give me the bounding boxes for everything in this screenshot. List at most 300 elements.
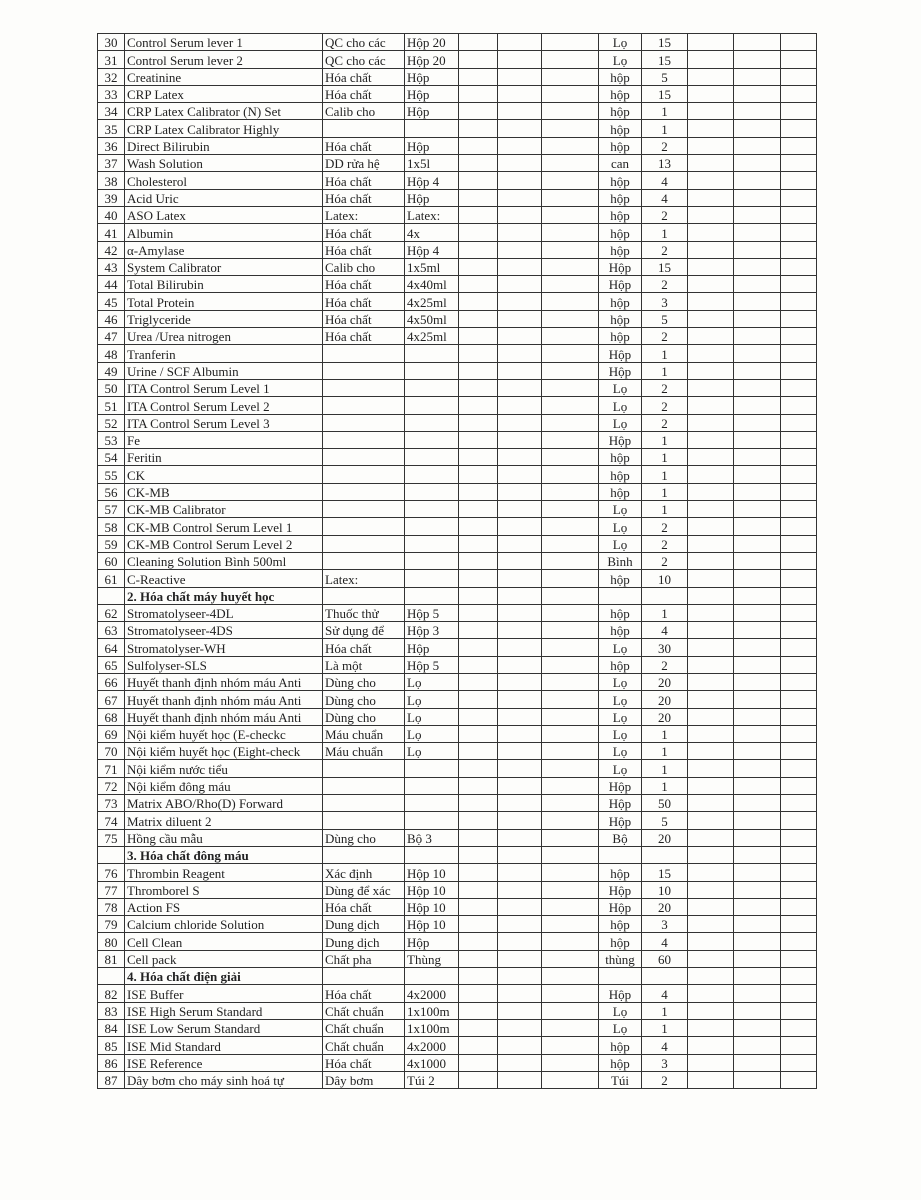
empty-cell: [781, 691, 817, 708]
item-packaging: [405, 362, 459, 379]
empty-cell: [781, 34, 817, 51]
item-name: 2. Hóa chất máy huyết học: [125, 587, 323, 604]
empty-cell: [688, 933, 734, 950]
empty-cell: [542, 622, 599, 639]
empty-cell: [734, 483, 781, 500]
empty-cell: [688, 864, 734, 881]
empty-cell: [542, 51, 599, 68]
empty-cell: [542, 812, 599, 829]
item-packaging: [405, 535, 459, 552]
item-unit: hộp: [599, 224, 642, 241]
empty-cell: [688, 379, 734, 396]
empty-cell: [734, 328, 781, 345]
item-quantity: 2: [642, 414, 688, 431]
empty-cell: [781, 85, 817, 102]
empty-cell: [459, 881, 498, 898]
empty-cell: [542, 950, 599, 967]
empty-cell: [542, 397, 599, 414]
empty-cell: [542, 345, 599, 362]
table-row: [98, 345, 817, 362]
empty-cell: [459, 691, 498, 708]
item-name: Direct Bilirubin: [125, 137, 323, 154]
empty-cell: [459, 362, 498, 379]
item-packaging: 4x40ml: [405, 276, 459, 293]
item-unit: hộp: [599, 172, 642, 189]
empty-cell: [734, 224, 781, 241]
item-packaging: Hộp: [405, 85, 459, 102]
table-row: [98, 622, 817, 639]
empty-cell: [542, 985, 599, 1002]
item-packaging: 1x100m: [405, 1019, 459, 1036]
item-description: Hóa chất: [323, 137, 405, 154]
item-packaging: [405, 968, 459, 985]
item-name: Huyết thanh định nhóm máu Anti: [125, 691, 323, 708]
empty-cell: [542, 466, 599, 483]
item-name: ITA Control Serum Level 1: [125, 379, 323, 396]
empty-cell: [459, 829, 498, 846]
empty-cell: [498, 1019, 542, 1036]
empty-cell: [542, 760, 599, 777]
empty-cell: [688, 1037, 734, 1054]
empty-cell: [542, 362, 599, 379]
empty-cell: [781, 431, 817, 448]
item-description: Hóa chất: [323, 328, 405, 345]
empty-cell: [498, 449, 542, 466]
empty-cell: [688, 1054, 734, 1071]
item-description: Hóa chất: [323, 172, 405, 189]
row-number: 46: [98, 310, 125, 327]
item-name: Control Serum lever 1: [125, 34, 323, 51]
item-description: [323, 846, 405, 863]
empty-cell: [781, 552, 817, 569]
empty-cell: [542, 155, 599, 172]
item-quantity: 1: [642, 1002, 688, 1019]
item-name: Nội kiểm huyết học (Eight-check: [125, 743, 323, 760]
empty-cell: [781, 898, 817, 915]
item-unit: hộp: [599, 103, 642, 120]
item-packaging: Hộp: [405, 103, 459, 120]
table-row: [98, 258, 817, 275]
item-packaging: [405, 449, 459, 466]
empty-cell: [734, 812, 781, 829]
item-quantity: 1: [642, 103, 688, 120]
table-row: [98, 189, 817, 206]
empty-cell: [542, 656, 599, 673]
empty-cell: [688, 916, 734, 933]
item-name: ISE Low Serum Standard: [125, 1019, 323, 1036]
item-quantity: 1: [642, 743, 688, 760]
item-name: ASO Latex: [125, 206, 323, 223]
empty-cell: [498, 276, 542, 293]
empty-cell: [542, 414, 599, 431]
item-quantity: 1: [642, 760, 688, 777]
empty-cell: [498, 691, 542, 708]
empty-cell: [459, 552, 498, 569]
item-description: [323, 777, 405, 794]
item-packaging: 4x: [405, 224, 459, 241]
item-packaging: Lọ: [405, 673, 459, 690]
empty-cell: [542, 137, 599, 154]
empty-cell: [542, 293, 599, 310]
item-description: Dùng cho: [323, 691, 405, 708]
empty-cell: [498, 51, 542, 68]
empty-cell: [688, 397, 734, 414]
empty-cell: [542, 743, 599, 760]
empty-cell: [734, 570, 781, 587]
row-number: 72: [98, 777, 125, 794]
empty-cell: [498, 397, 542, 414]
item-packaging: [405, 552, 459, 569]
item-unit: hộp: [599, 466, 642, 483]
empty-cell: [459, 777, 498, 794]
empty-cell: [542, 328, 599, 345]
item-packaging: [405, 483, 459, 500]
empty-cell: [688, 345, 734, 362]
empty-cell: [734, 431, 781, 448]
table-row: [98, 535, 817, 552]
item-quantity: 10: [642, 881, 688, 898]
empty-cell: [781, 950, 817, 967]
empty-cell: [688, 673, 734, 690]
empty-cell: [781, 916, 817, 933]
row-number: 33: [98, 85, 125, 102]
empty-cell: [498, 103, 542, 120]
empty-cell: [688, 604, 734, 621]
empty-cell: [781, 276, 817, 293]
row-number: 67: [98, 691, 125, 708]
item-packaging: 4x2000: [405, 1037, 459, 1054]
item-unit: [599, 968, 642, 985]
empty-cell: [542, 933, 599, 950]
empty-cell: [542, 276, 599, 293]
empty-cell: [734, 103, 781, 120]
item-name: CRP Latex Calibrator (N) Set: [125, 103, 323, 120]
empty-cell: [734, 864, 781, 881]
item-description: [323, 795, 405, 812]
item-unit: Hộp: [599, 881, 642, 898]
item-unit: Hộp: [599, 345, 642, 362]
row-number: 56: [98, 483, 125, 500]
item-description: Dùng để xác: [323, 881, 405, 898]
item-quantity: 1: [642, 1019, 688, 1036]
empty-cell: [781, 362, 817, 379]
item-unit: Hộp: [599, 812, 642, 829]
row-number: [98, 846, 125, 863]
empty-cell: [734, 673, 781, 690]
item-packaging: Hộp: [405, 639, 459, 656]
item-unit: Hộp: [599, 777, 642, 794]
empty-cell: [498, 777, 542, 794]
empty-cell: [734, 725, 781, 742]
empty-cell: [459, 310, 498, 327]
empty-cell: [781, 103, 817, 120]
empty-cell: [734, 933, 781, 950]
item-name: Total Bilirubin: [125, 276, 323, 293]
item-quantity: 50: [642, 795, 688, 812]
table-row: [98, 1019, 817, 1036]
item-quantity: 2: [642, 137, 688, 154]
empty-cell: [498, 950, 542, 967]
empty-cell: [542, 34, 599, 51]
item-name: 4. Hóa chất điện giải: [125, 968, 323, 985]
item-packaging: 1x100m: [405, 1002, 459, 1019]
item-quantity: [642, 968, 688, 985]
item-packaging: 4x2000: [405, 985, 459, 1002]
item-unit: Hộp: [599, 431, 642, 448]
item-packaging: [405, 379, 459, 396]
empty-cell: [688, 950, 734, 967]
empty-cell: [688, 622, 734, 639]
empty-cell: [459, 206, 498, 223]
empty-cell: [734, 743, 781, 760]
empty-cell: [459, 293, 498, 310]
empty-cell: [688, 570, 734, 587]
empty-cell: [542, 120, 599, 137]
empty-cell: [498, 570, 542, 587]
row-number: 49: [98, 362, 125, 379]
item-packaging: Lọ: [405, 691, 459, 708]
empty-cell: [734, 829, 781, 846]
row-number: 68: [98, 708, 125, 725]
empty-cell: [498, 864, 542, 881]
table-row: [98, 829, 817, 846]
empty-cell: [498, 68, 542, 85]
empty-cell: [498, 172, 542, 189]
empty-cell: [781, 241, 817, 258]
table-row: [98, 466, 817, 483]
empty-cell: [498, 1002, 542, 1019]
item-quantity: 4: [642, 1037, 688, 1054]
empty-cell: [459, 570, 498, 587]
row-number: 52: [98, 414, 125, 431]
empty-cell: [542, 310, 599, 327]
item-unit: thùng: [599, 950, 642, 967]
item-unit: Lọ: [599, 743, 642, 760]
item-description: Dùng cho: [323, 708, 405, 725]
empty-cell: [688, 968, 734, 985]
empty-cell: [781, 587, 817, 604]
item-name: ITA Control Serum Level 3: [125, 414, 323, 431]
row-number: 42: [98, 241, 125, 258]
empty-cell: [459, 950, 498, 967]
empty-cell: [734, 276, 781, 293]
item-packaging: Bộ 3: [405, 829, 459, 846]
empty-cell: [688, 276, 734, 293]
empty-cell: [781, 206, 817, 223]
item-packaging: Hộp 10: [405, 881, 459, 898]
row-number: 61: [98, 570, 125, 587]
item-description: [323, 535, 405, 552]
empty-cell: [688, 795, 734, 812]
empty-cell: [498, 639, 542, 656]
item-unit: hộp: [599, 206, 642, 223]
table-row: [98, 1071, 817, 1088]
item-packaging: Hộp 5: [405, 656, 459, 673]
item-name: Total Protein: [125, 293, 323, 310]
empty-cell: [459, 604, 498, 621]
empty-cell: [688, 155, 734, 172]
row-number: 43: [98, 258, 125, 275]
table-row: [98, 708, 817, 725]
empty-cell: [781, 501, 817, 518]
empty-cell: [688, 501, 734, 518]
table-row: [98, 812, 817, 829]
item-quantity: 4: [642, 933, 688, 950]
empty-cell: [688, 362, 734, 379]
empty-cell: [542, 189, 599, 206]
item-name: Huyết thanh định nhóm máu Anti: [125, 708, 323, 725]
item-packaging: 4x50ml: [405, 310, 459, 327]
item-quantity: 1: [642, 501, 688, 518]
empty-cell: [498, 120, 542, 137]
empty-cell: [542, 552, 599, 569]
item-quantity: 20: [642, 898, 688, 915]
item-name: Fe: [125, 431, 323, 448]
empty-cell: [498, 743, 542, 760]
empty-cell: [688, 1002, 734, 1019]
row-number: 83: [98, 1002, 125, 1019]
item-name: Wash Solution: [125, 155, 323, 172]
item-description: Calib cho: [323, 103, 405, 120]
empty-cell: [542, 673, 599, 690]
table-row: [98, 85, 817, 102]
item-quantity: 20: [642, 673, 688, 690]
empty-cell: [781, 725, 817, 742]
empty-cell: [734, 258, 781, 275]
empty-cell: [734, 708, 781, 725]
table-row: [98, 933, 817, 950]
empty-cell: [459, 276, 498, 293]
empty-cell: [688, 224, 734, 241]
item-packaging: [405, 414, 459, 431]
item-name: CK: [125, 466, 323, 483]
empty-cell: [459, 622, 498, 639]
empty-cell: [734, 881, 781, 898]
item-unit: hộp: [599, 189, 642, 206]
empty-cell: [781, 379, 817, 396]
item-name: Huyết thanh định nhóm máu Anti: [125, 673, 323, 690]
table-row: [98, 985, 817, 1002]
item-quantity: 2: [642, 241, 688, 258]
table-row: [98, 241, 817, 258]
empty-cell: [734, 120, 781, 137]
empty-cell: [781, 656, 817, 673]
item-name: Cell pack: [125, 950, 323, 967]
empty-cell: [688, 725, 734, 742]
empty-cell: [734, 345, 781, 362]
empty-cell: [542, 85, 599, 102]
row-number: 44: [98, 276, 125, 293]
empty-cell: [688, 85, 734, 102]
item-description: [323, 414, 405, 431]
empty-cell: [542, 691, 599, 708]
item-quantity: 1: [642, 362, 688, 379]
empty-cell: [688, 206, 734, 223]
empty-cell: [734, 950, 781, 967]
empty-cell: [688, 293, 734, 310]
empty-cell: [459, 466, 498, 483]
item-name: ISE High Serum Standard: [125, 1002, 323, 1019]
empty-cell: [542, 483, 599, 500]
table-row: [98, 743, 817, 760]
empty-cell: [734, 985, 781, 1002]
row-number: 50: [98, 379, 125, 396]
item-name: Stromatolyseer-4DL: [125, 604, 323, 621]
empty-cell: [734, 1002, 781, 1019]
table-row: [98, 276, 817, 293]
supply-table: [97, 33, 817, 1089]
item-name: Urea /Urea nitrogen: [125, 328, 323, 345]
empty-cell: [542, 431, 599, 448]
row-number: 35: [98, 120, 125, 137]
empty-cell: [734, 68, 781, 85]
row-number: 85: [98, 1037, 125, 1054]
empty-cell: [459, 483, 498, 500]
item-name: Nội kiểm huyết học (E-checkc: [125, 725, 323, 742]
item-packaging: Lọ: [405, 725, 459, 742]
item-description: [323, 552, 405, 569]
item-unit: Lọ: [599, 51, 642, 68]
empty-cell: [781, 258, 817, 275]
item-packaging: 1x5ml: [405, 258, 459, 275]
item-packaging: 4x25ml: [405, 328, 459, 345]
empty-cell: [734, 1037, 781, 1054]
empty-cell: [542, 206, 599, 223]
empty-cell: [781, 881, 817, 898]
row-number: 36: [98, 137, 125, 154]
empty-cell: [734, 518, 781, 535]
item-quantity: 2: [642, 379, 688, 396]
empty-cell: [734, 310, 781, 327]
empty-cell: [781, 518, 817, 535]
row-number: 48: [98, 345, 125, 362]
item-description: Máu chuẩn: [323, 743, 405, 760]
table-row: [98, 431, 817, 448]
empty-cell: [498, 898, 542, 915]
item-description: [323, 466, 405, 483]
table-row: [98, 881, 817, 898]
table-row: [98, 501, 817, 518]
item-unit: Lọ: [599, 708, 642, 725]
row-number: 84: [98, 1019, 125, 1036]
empty-cell: [542, 587, 599, 604]
row-number: 66: [98, 673, 125, 690]
item-unit: Hộp: [599, 276, 642, 293]
row-number: 86: [98, 1054, 125, 1071]
empty-cell: [459, 1002, 498, 1019]
item-unit: hộp: [599, 328, 642, 345]
item-unit: Lọ: [599, 34, 642, 51]
empty-cell: [498, 241, 542, 258]
empty-cell: [498, 846, 542, 863]
item-quantity: 1: [642, 777, 688, 794]
row-number: 69: [98, 725, 125, 742]
empty-cell: [542, 501, 599, 518]
item-unit: hộp: [599, 120, 642, 137]
empty-cell: [542, 449, 599, 466]
empty-cell: [542, 1071, 599, 1088]
item-packaging: [405, 345, 459, 362]
row-number: 55: [98, 466, 125, 483]
item-name: Cell Clean: [125, 933, 323, 950]
empty-cell: [542, 777, 599, 794]
empty-cell: [734, 241, 781, 258]
empty-cell: [542, 570, 599, 587]
item-description: [323, 483, 405, 500]
item-packaging: 1x5l: [405, 155, 459, 172]
item-packaging: Thùng: [405, 950, 459, 967]
empty-cell: [781, 864, 817, 881]
